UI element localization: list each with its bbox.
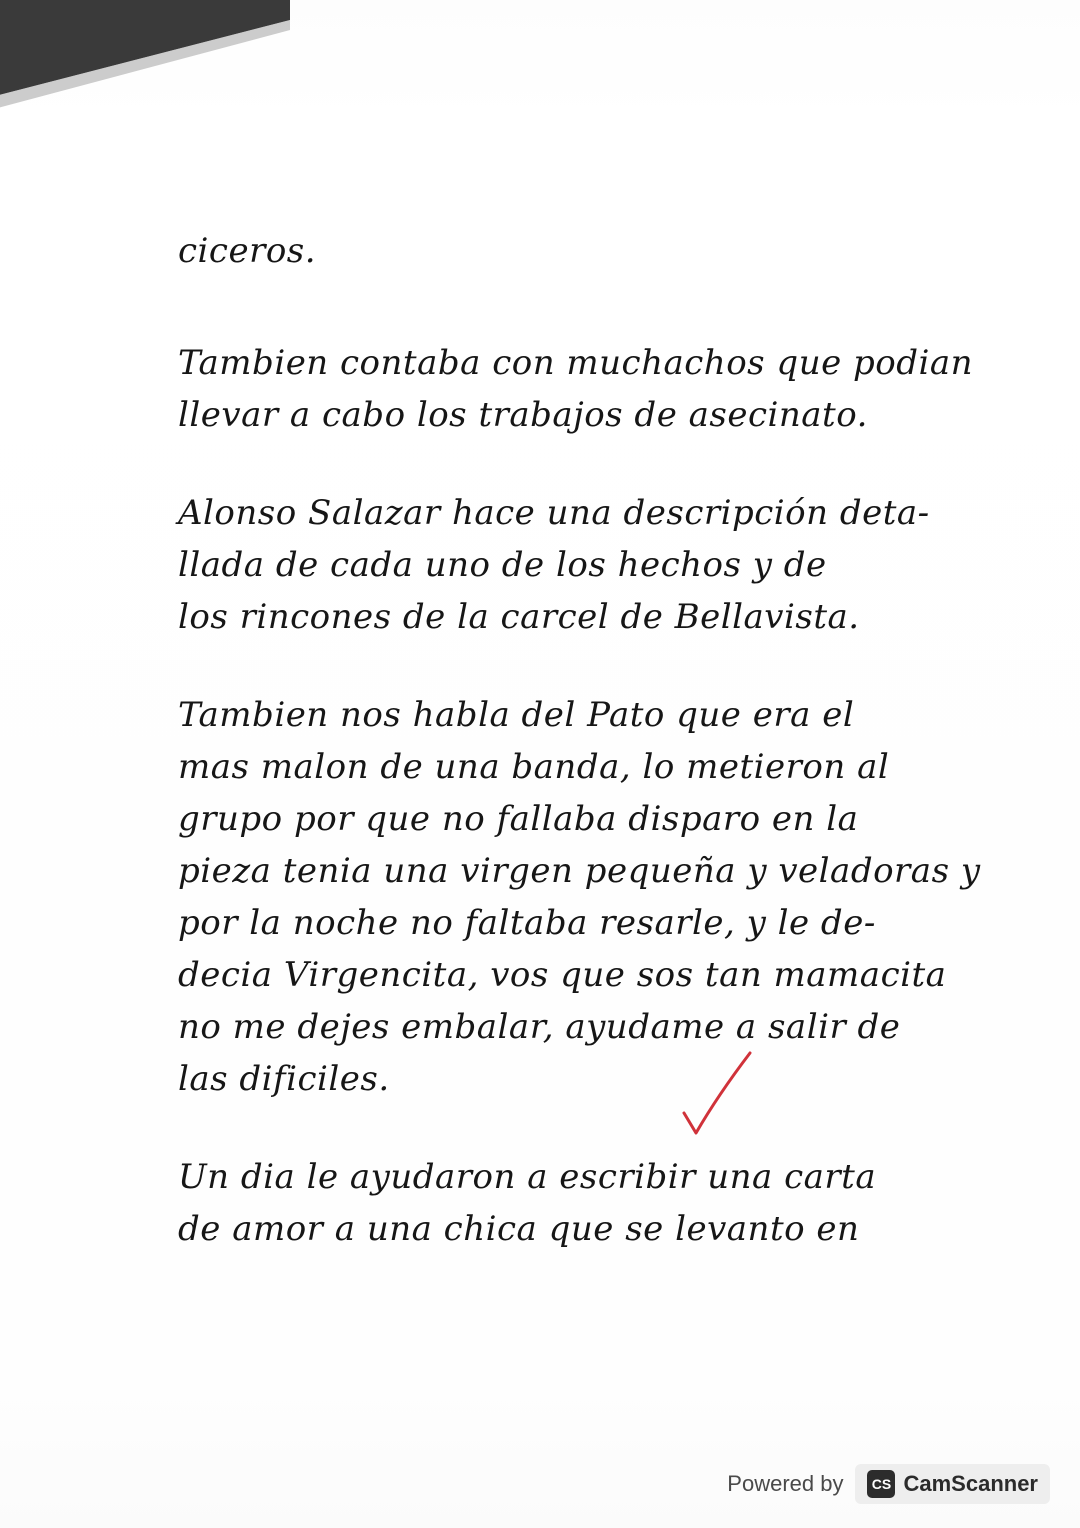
checkmark-icon — [670, 1045, 760, 1145]
camscanner-logo-icon: CS — [867, 1470, 895, 1498]
camscanner-badge — [855, 1464, 1050, 1504]
page-fold-shadow — [0, 0, 290, 120]
paragraph-3: Alonso Salazar hace una descripción deta- llada de cada uno de los hechos y de los rincones de la carcel de Bellavista. — [178, 493, 930, 637]
paragraph-2: Tambien contaba con muchachos que podian llevar a cabo los trabajos de asecinato. — [178, 343, 974, 435]
camscanner-watermark — [727, 1460, 1050, 1508]
camscanner-brand: CamScanner — [903, 1471, 1038, 1496]
paragraph-5: Un dia le ayudaron a escribir una carta de amor a una chica que se levanto en — [178, 1157, 877, 1249]
handwritten-text — [178, 225, 1018, 1301]
paragraph-4: Tambien nos habla del Pato que era el mas malon de una banda, lo metieron al grupo por que no fallaba disparo en la pieza tenia una virgen pequeña y veladoras y por la noche no faltaba resarle, y le de- decia Virgencita, vos que sos tan mamacita no me dejes embalar, ayudame a salir de las dificiles. — [178, 695, 981, 1099]
powered-by-label: Powered by — [727, 1471, 844, 1496]
paragraph-1: ciceros. — [178, 231, 317, 271]
